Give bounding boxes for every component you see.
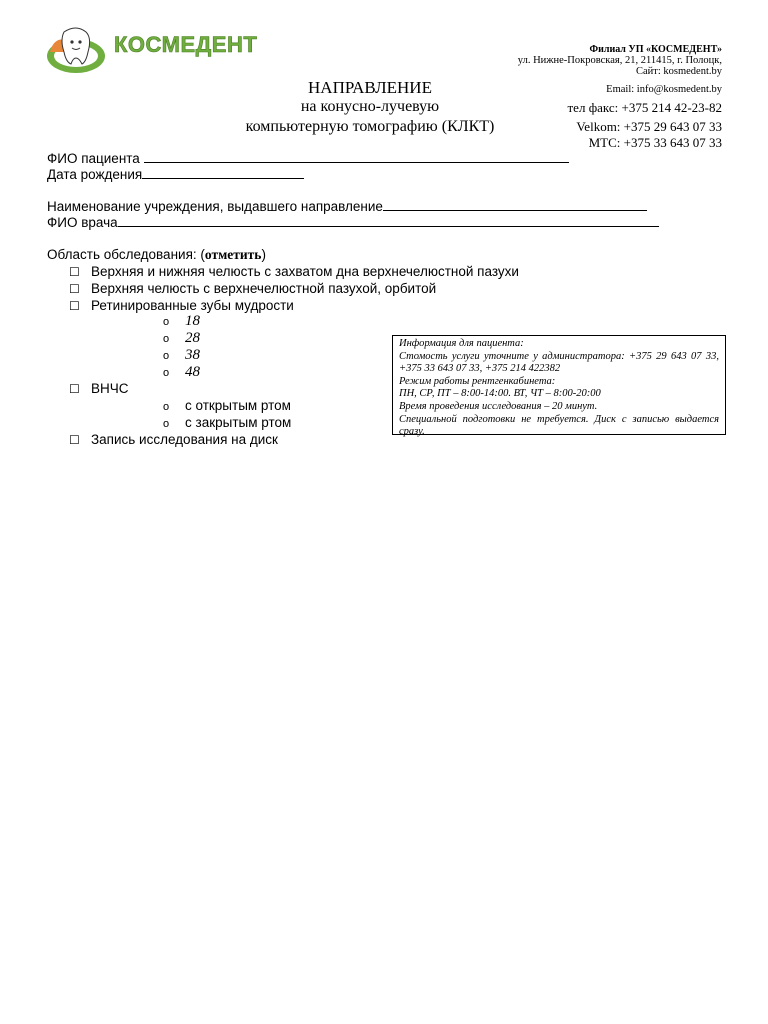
info-hours: ПН, СР, ПТ – 8:00-14:00. ВТ, ЧТ – 8:00-20:00 xyxy=(399,388,601,400)
info-preparation: Специальной подготовки не требуется. Диск с записью выдается сразу. xyxy=(399,413,719,438)
option-tmj[interactable] xyxy=(69,381,129,396)
bullet-icon[interactable]: o xyxy=(163,333,170,345)
institution-line[interactable] xyxy=(383,198,647,211)
bullet-icon[interactable]: o xyxy=(163,418,170,430)
tmj-option-label: с закрытым ртом xyxy=(185,415,292,430)
patient-info-box xyxy=(392,335,726,438)
document-subtitle-2: компьютерную томографию (КЛКТ) xyxy=(245,118,495,135)
tooth-number: 28 xyxy=(185,330,200,346)
tooth-option-18[interactable] xyxy=(163,313,200,330)
patient-name-field[interactable] xyxy=(47,150,569,166)
option-wisdom-teeth[interactable] xyxy=(69,298,294,313)
tooth-mascot-icon xyxy=(47,28,105,73)
patient-name-line[interactable] xyxy=(144,150,569,163)
tmj-option-open[interactable] xyxy=(163,398,291,415)
option-label: Ретинированные зубы мудрости xyxy=(91,298,294,313)
birth-date-label: Дата рождения xyxy=(47,167,143,182)
address: ул. Нижне-Покровская, 21, 211415, г. Полоцк, xyxy=(517,55,722,66)
option-label: Верхняя челюсть с верхнечелюстной пазухой, орбитой xyxy=(91,281,437,296)
exam-area-label: Область обследования: ( xyxy=(47,247,205,262)
option-both-jaws[interactable] xyxy=(69,264,519,279)
tooth-option-28[interactable] xyxy=(163,330,200,347)
checkbox-icon[interactable]: ☐ xyxy=(69,433,80,447)
branch-name: Филиал УП «КОСМЕДЕНТ» xyxy=(589,44,722,55)
exam-area-close: ) xyxy=(261,247,266,262)
tel-fax: тел факс: +375 214 42-23-82 xyxy=(567,100,722,115)
tooth-number: 18 xyxy=(185,313,200,329)
institution-label: Наименование учреждения, выдавшего направление xyxy=(47,199,383,214)
exam-area-emphasis: отметить xyxy=(204,247,262,262)
tooth-option-48[interactable] xyxy=(163,364,200,381)
tooth-option-38[interactable] xyxy=(163,347,200,364)
document-title: НАПРАВЛЕНИЕ xyxy=(308,78,432,97)
birth-date-line[interactable] xyxy=(142,166,304,179)
bullet-icon[interactable]: o xyxy=(163,401,170,413)
email: Email: info@kosmedent.by xyxy=(606,84,722,95)
info-price: Стомость услуги уточните у администратора: +375 29 643 07 33, +375 33 643 07 33, +375 214 422382 xyxy=(399,350,719,375)
info-heading: Информация для пациента: xyxy=(399,338,524,349)
mts-phone: МТС: +375 33 643 07 33 xyxy=(588,135,722,150)
tooth-number: 48 xyxy=(185,364,200,380)
exam-area-heading xyxy=(47,247,266,263)
website: Сайт: kosmedent.by xyxy=(635,66,722,77)
bullet-icon[interactable]: o xyxy=(163,367,170,379)
bullet-icon[interactable]: o xyxy=(163,316,170,328)
tooth-number: 38 xyxy=(185,347,200,363)
velkom-phone: Velkom: +375 29 643 07 33 xyxy=(576,119,722,134)
doctor-name-field[interactable] xyxy=(47,214,659,230)
checkbox-icon[interactable]: ☐ xyxy=(69,382,80,396)
info-hours-heading: Режим работы рентгенкабинета: xyxy=(399,375,556,387)
patient-name-label: ФИО пациента xyxy=(47,151,144,166)
info-duration: Время проведения исследования – 20 минут. xyxy=(399,400,598,412)
option-upper-jaw[interactable] xyxy=(69,281,436,296)
institution-field[interactable] xyxy=(47,198,647,214)
option-label: Запись исследования на диск xyxy=(91,432,278,447)
doctor-name-line[interactable] xyxy=(118,214,659,227)
checkbox-icon[interactable]: ☐ xyxy=(69,282,80,296)
checkbox-icon[interactable]: ☐ xyxy=(69,265,80,279)
option-label: Верхняя и нижняя челюсть с захватом дна верхнечелюстной пазухи xyxy=(91,264,519,279)
option-label: ВНЧС xyxy=(91,381,129,396)
tmj-option-label: с открытым ртом xyxy=(185,398,291,413)
doctor-name-label: ФИО врача xyxy=(47,215,118,230)
bullet-icon[interactable]: o xyxy=(163,350,170,362)
tmj-option-closed[interactable] xyxy=(163,415,291,432)
document-subtitle-1: на конусно-лучевую xyxy=(300,98,440,115)
logo-text: КОСМЕДЕНТ xyxy=(114,32,258,57)
checkbox-icon[interactable]: ☐ xyxy=(69,299,80,313)
option-disk-record[interactable] xyxy=(69,432,278,447)
birth-date-field[interactable] xyxy=(47,166,304,182)
